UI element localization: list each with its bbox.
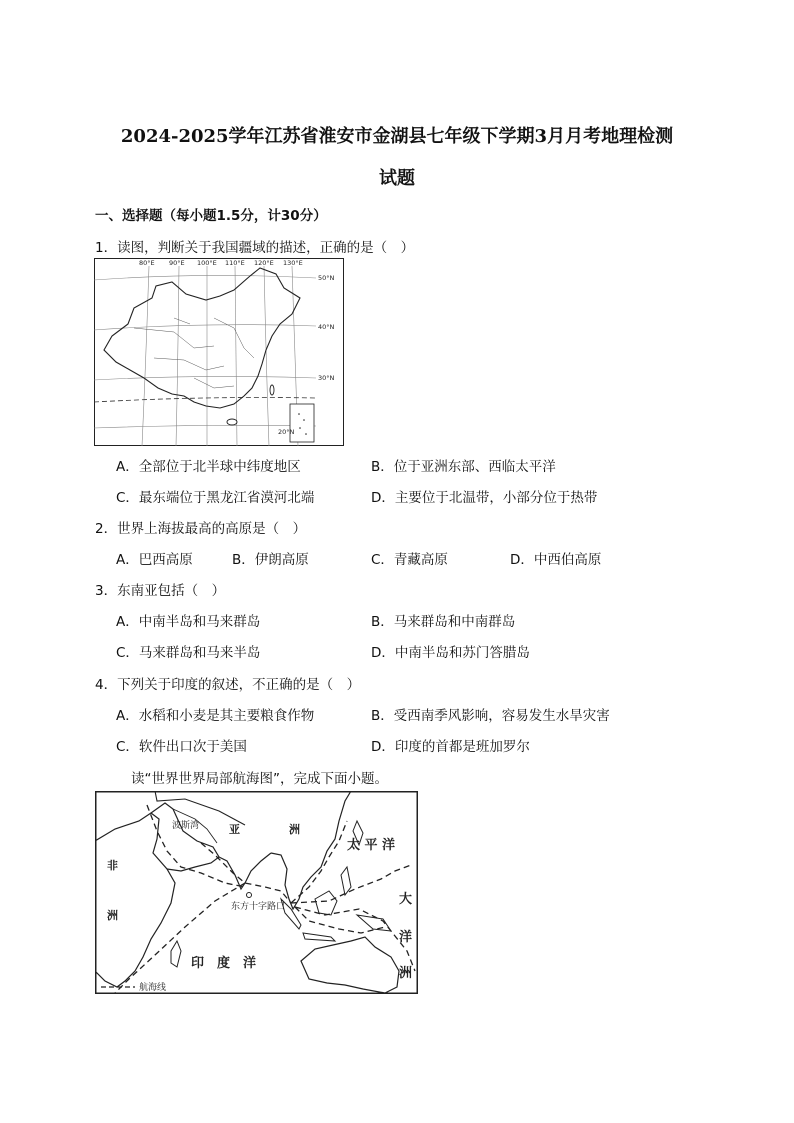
q1-option-d[interactable]: D．主要位于北温带，小部分位于热带 xyxy=(371,490,598,506)
q4-stem: 4．下列关于印度的叙述，不正确的是（ ） xyxy=(95,677,361,693)
q1-option-b[interactable]: B．位于亚洲东部、西临太平洋 xyxy=(371,459,556,475)
lon-label: 90°E xyxy=(169,259,185,267)
q1-stem: 1．读图，判断关于我国疆域的描述，正确的是（ ） xyxy=(95,240,415,256)
label-asia-1: 亚 xyxy=(229,823,240,836)
section-heading: 一、选择题（每小题1.5分，计30分） xyxy=(95,208,327,224)
label-africa-1: 非 xyxy=(107,859,118,872)
lat-label: 30°N xyxy=(318,374,335,382)
lat-label: 50°N xyxy=(318,274,335,282)
label-oceania-2: 洋 xyxy=(399,930,413,945)
q4-option-c[interactable]: C．软件出口次于美国 xyxy=(116,739,247,755)
label-africa-2: 洲 xyxy=(107,909,118,922)
q1-option-c[interactable]: C．最东端位于黑龙江省漠河北端 xyxy=(116,490,315,506)
q4-option-b[interactable]: B．受西南季风影响，容易发生水旱灾害 xyxy=(371,708,610,724)
label-indian-ocean: 印 度 洋 xyxy=(191,956,257,971)
lat-label: 40°N xyxy=(318,323,335,331)
lon-label: 110°E xyxy=(225,259,245,267)
q3-option-b[interactable]: B．马来群岛和中南群岛 xyxy=(371,614,516,630)
lon-label: 100°E xyxy=(197,259,217,267)
doc-title-line1: 2024-2025学年江苏省淮安市金湖县七年级下学期3月月考地理检测 xyxy=(120,126,674,147)
label-asia-2: 洲 xyxy=(289,823,300,836)
label-oceania-1: 大 xyxy=(399,892,413,907)
doc-title-line2: 试题 xyxy=(379,168,415,189)
q2-option-a[interactable]: A．巴西高原 xyxy=(116,552,193,568)
lon-label: 120°E xyxy=(254,259,274,267)
q2-option-d[interactable]: D．中西伯高原 xyxy=(510,552,602,568)
q2-option-c[interactable]: C．青藏高原 xyxy=(371,552,448,568)
sea-route-map xyxy=(95,791,418,994)
q3-stem: 3．东南亚包括（ ） xyxy=(95,583,226,599)
q1-option-a[interactable]: A．全部位于北半球中纬度地区 xyxy=(116,459,301,475)
legend-sea-route: 航海线 xyxy=(139,983,167,993)
lon-label: 130°E xyxy=(283,259,303,267)
label-oceania-3: 洲 xyxy=(399,966,413,981)
lon-label: 80°E xyxy=(139,259,155,267)
label-crossroads: 东方十字路口 xyxy=(231,902,286,912)
label-pacific: 太 平 洋 xyxy=(347,838,396,853)
label-persian-gulf: 波斯湾 xyxy=(172,821,200,831)
lat-label: 20°N xyxy=(278,428,295,436)
q3-option-d[interactable]: D．中南半岛和苏门答腊岛 xyxy=(371,645,530,661)
q4-option-a[interactable]: A．水稻和小麦是其主要粮食作物 xyxy=(116,708,315,724)
q2-option-b[interactable]: B．伊朗高原 xyxy=(232,552,309,568)
q3-option-a[interactable]: A．中南半岛和马来群岛 xyxy=(116,614,261,630)
q4-option-d[interactable]: D．印度的首都是班加罗尔 xyxy=(371,739,530,755)
china-map xyxy=(94,258,344,446)
q3-option-c[interactable]: C．马来群岛和马来半岛 xyxy=(116,645,261,661)
reading-instruction: 读“世界世界局部航海图”，完成下面小题。 xyxy=(131,771,388,787)
q2-stem: 2．世界上海拔最高的高原是（ ） xyxy=(95,521,307,537)
